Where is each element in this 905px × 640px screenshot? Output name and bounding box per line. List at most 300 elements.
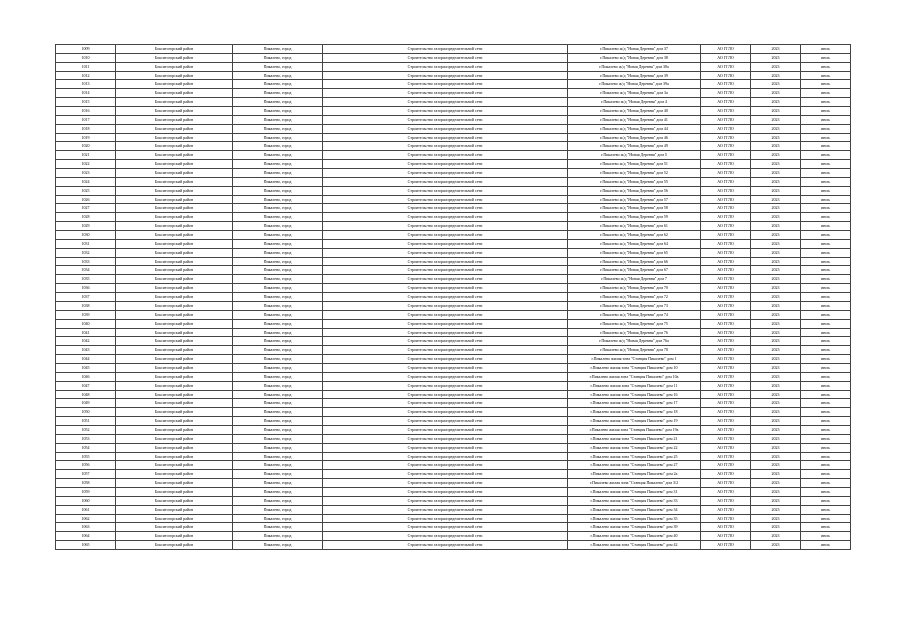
work-type-cell: Строительство газораспределительной сети: [323, 346, 568, 355]
data-table: [55, 44, 851, 550]
settlement-cell: Пикалево, город: [233, 177, 323, 186]
year-cell: 2023: [751, 328, 801, 337]
settlement-cell: Пикалево, город: [233, 425, 323, 434]
address-cell: г.Пикалево ж/д "Новая Деревня" дом 39: [568, 71, 701, 80]
row-number-cell: 1015: [56, 98, 116, 107]
year-cell: 2023: [751, 169, 801, 178]
settlement-cell: Пикалево, город: [233, 115, 323, 124]
work-type-cell: Строительство газораспределительной сети: [323, 399, 568, 408]
district-cell: Бокситогорский район: [116, 461, 233, 470]
row-number-cell: 1040: [56, 319, 116, 328]
year-cell: 2023: [751, 461, 801, 470]
district-cell: Бокситогорский район: [116, 107, 233, 116]
address-cell: г.Пикалево жилая зона "Станция Пикалево" дом 22: [568, 443, 701, 452]
work-type-cell: Строительство газораспределительной сети: [323, 169, 568, 178]
organization-cell: АО ГГЛО: [701, 45, 751, 54]
table-row: [56, 408, 851, 417]
settlement-cell: Пикалево, город: [233, 523, 323, 532]
work-type-cell: Строительство газораспределительной сети: [323, 328, 568, 337]
organization-cell: АО ГГЛО: [701, 98, 751, 107]
row-number-cell: 1025: [56, 186, 116, 195]
month-cell: июль: [801, 532, 851, 541]
organization-cell: АО ГГЛО: [701, 284, 751, 293]
settlement-cell: Пикалево, город: [233, 107, 323, 116]
organization-cell: АО ГГЛО: [701, 213, 751, 222]
work-type-cell: Строительство газораспределительной сети: [323, 470, 568, 479]
year-cell: 2023: [751, 151, 801, 160]
table-row: [56, 310, 851, 319]
district-cell: Бокситогорский район: [116, 310, 233, 319]
row-number-cell: 1030: [56, 231, 116, 240]
table-row: [56, 479, 851, 488]
organization-cell: АО ГГЛО: [701, 328, 751, 337]
work-type-cell: Строительство газораспределительной сети: [323, 452, 568, 461]
address-cell: г.Пикалево ж/д "Новая Деревня" дом 72: [568, 293, 701, 302]
organization-cell: АО ГГЛО: [701, 425, 751, 434]
settlement-cell: Пикалево, город: [233, 496, 323, 505]
row-number-cell: 1019: [56, 133, 116, 142]
year-cell: 2023: [751, 62, 801, 71]
row-number-cell: 1062: [56, 514, 116, 523]
table-row: [56, 239, 851, 248]
work-type-cell: Строительство газораспределительной сети: [323, 248, 568, 257]
table-row: [56, 505, 851, 514]
work-type-cell: Строительство газораспределительной сети: [323, 107, 568, 116]
settlement-cell: Пикалево, город: [233, 213, 323, 222]
address-cell: г.Пикалево жилая зона "Станция Пикалево" дом 39: [568, 523, 701, 532]
month-cell: июль: [801, 115, 851, 124]
month-cell: июль: [801, 62, 851, 71]
table-row: [56, 452, 851, 461]
work-type-cell: Строительство газораспределительной сети: [323, 204, 568, 213]
district-cell: Бокситогорский район: [116, 124, 233, 133]
address-cell: г.Пикалево ж/д "Новая Деревня" дом 65: [568, 248, 701, 257]
row-number-cell: 1023: [56, 169, 116, 178]
month-cell: июль: [801, 53, 851, 62]
year-cell: 2023: [751, 505, 801, 514]
row-number-cell: 1018: [56, 124, 116, 133]
year-cell: 2023: [751, 319, 801, 328]
organization-cell: АО ГГЛО: [701, 222, 751, 231]
year-cell: 2023: [751, 301, 801, 310]
district-cell: Бокситогорский район: [116, 337, 233, 346]
table-row: [56, 328, 851, 337]
address-cell: г.Пикалево жилая зона "Станция Пикалево" дом 10а: [568, 372, 701, 381]
address-cell: г.Пикалево жилая зона "Станция Пикалево" дом 17: [568, 399, 701, 408]
month-cell: июль: [801, 124, 851, 133]
month-cell: июль: [801, 363, 851, 372]
district-cell: Бокситогорский район: [116, 204, 233, 213]
row-number-cell: 1049: [56, 399, 116, 408]
year-cell: 2023: [751, 257, 801, 266]
work-type-cell: Строительство газораспределительной сети: [323, 505, 568, 514]
month-cell: июль: [801, 434, 851, 443]
year-cell: 2023: [751, 107, 801, 116]
row-number-cell: 1044: [56, 355, 116, 364]
settlement-cell: Пикалево, город: [233, 151, 323, 160]
row-number-cell: 1032: [56, 248, 116, 257]
address-cell: г.Пикалево ж/д "Новая Деревня" дом 5: [568, 151, 701, 160]
address-cell: г.Пикалево ж/д "Новая Деревня" дом 3а: [568, 89, 701, 98]
year-cell: 2023: [751, 160, 801, 169]
settlement-cell: Пикалево, город: [233, 408, 323, 417]
address-cell: г.Пикалево жилая зона "Станция Пикалево" дом 33: [568, 496, 701, 505]
table-row: [56, 496, 851, 505]
address-cell: г.Пикалево ж/д "Новая Деревня" дом 78: [568, 346, 701, 355]
table-row: [56, 363, 851, 372]
year-cell: 2023: [751, 275, 801, 284]
organization-cell: АО ГГЛО: [701, 346, 751, 355]
organization-cell: АО ГГЛО: [701, 142, 751, 151]
table-row: [56, 80, 851, 89]
work-type-cell: Строительство газораспределительной сети: [323, 98, 568, 107]
table-row: [56, 213, 851, 222]
address-cell: г.Пикалево жилая зона "Станция Пикалево" дом 1: [568, 355, 701, 364]
month-cell: июль: [801, 71, 851, 80]
month-cell: июль: [801, 80, 851, 89]
year-cell: 2023: [751, 337, 801, 346]
month-cell: июль: [801, 523, 851, 532]
settlement-cell: Пикалево, город: [233, 355, 323, 364]
work-type-cell: Строительство газораспределительной сети: [323, 231, 568, 240]
address-cell: г.Пикалево ж/д "Новая Деревня" дом 59: [568, 213, 701, 222]
settlement-cell: Пикалево, город: [233, 239, 323, 248]
settlement-cell: Пикалево, город: [233, 231, 323, 240]
work-type-cell: Строительство газораспределительной сети: [323, 124, 568, 133]
organization-cell: АО ГГЛО: [701, 541, 751, 550]
district-cell: Бокситогорский район: [116, 89, 233, 98]
organization-cell: АО ГГЛО: [701, 89, 751, 98]
organization-cell: АО ГГЛО: [701, 115, 751, 124]
organization-cell: АО ГГЛО: [701, 496, 751, 505]
year-cell: 2023: [751, 133, 801, 142]
district-cell: Бокситогорский район: [116, 186, 233, 195]
organization-cell: АО ГГЛО: [701, 532, 751, 541]
district-cell: Бокситогорский район: [116, 213, 233, 222]
organization-cell: АО ГГЛО: [701, 204, 751, 213]
organization-cell: АО ГГЛО: [701, 248, 751, 257]
year-cell: 2023: [751, 124, 801, 133]
settlement-cell: Пикалево, город: [233, 443, 323, 452]
year-cell: 2023: [751, 532, 801, 541]
month-cell: июль: [801, 487, 851, 496]
district-cell: Бокситогорский район: [116, 355, 233, 364]
address-cell: г.Пикалево жилая зона "Станция Пикалево" дом 25: [568, 452, 701, 461]
year-cell: 2023: [751, 222, 801, 231]
table-row: [56, 257, 851, 266]
organization-cell: АО ГГЛО: [701, 487, 751, 496]
work-type-cell: Строительство газораспределительной сети: [323, 443, 568, 452]
district-cell: Бокситогорский район: [116, 195, 233, 204]
district-cell: Бокситогорский район: [116, 275, 233, 284]
address-cell: г.Пикалево жилая зона "Станция Пикалево" дом 2а: [568, 470, 701, 479]
row-number-cell: 1059: [56, 487, 116, 496]
work-type-cell: Строительство газораспределительной сети: [323, 266, 568, 275]
table-row: [56, 160, 851, 169]
address-cell: г.Пикалево жилая зона "Станция Пикалево" дом 10: [568, 363, 701, 372]
table-row: [56, 346, 851, 355]
district-cell: Бокситогорский район: [116, 115, 233, 124]
district-cell: Бокситогорский район: [116, 487, 233, 496]
work-type-cell: Строительство газораспределительной сети: [323, 496, 568, 505]
year-cell: 2023: [751, 425, 801, 434]
district-cell: Бокситогорский район: [116, 479, 233, 488]
district-cell: Бокситогорский район: [116, 71, 233, 80]
address-cell: г.Пикалево жилая зона "Станция Пикалево" дом 3/2: [568, 479, 701, 488]
settlement-cell: Пикалево, город: [233, 461, 323, 470]
settlement-cell: Пикалево, город: [233, 310, 323, 319]
address-cell: г.Пикалево жилая зона "Станция Пикалево" дом 40: [568, 532, 701, 541]
year-cell: 2023: [751, 71, 801, 80]
work-type-cell: Строительство газораспределительной сети: [323, 417, 568, 426]
district-cell: Бокситогорский район: [116, 399, 233, 408]
address-cell: г.Пикалево ж/д "Новая Деревня" дом 66: [568, 257, 701, 266]
address-cell: г.Пикалево ж/д "Новая Деревня" дом 52: [568, 169, 701, 178]
district-cell: Бокситогорский район: [116, 177, 233, 186]
address-cell: г.Пикалево ж/д "Новая Деревня" дом 41: [568, 115, 701, 124]
month-cell: июль: [801, 319, 851, 328]
table-row: [56, 390, 851, 399]
month-cell: июль: [801, 408, 851, 417]
row-number-cell: 1054: [56, 443, 116, 452]
settlement-cell: Пикалево, город: [233, 222, 323, 231]
address-cell: г.Пикалево ж/д "Новая Деревня" дом 62: [568, 231, 701, 240]
table-row: [56, 169, 851, 178]
table-row: [56, 98, 851, 107]
table-row: [56, 319, 851, 328]
work-type-cell: Строительство газораспределительной сети: [323, 461, 568, 470]
row-number-cell: 1041: [56, 328, 116, 337]
district-cell: Бокситогорский район: [116, 434, 233, 443]
address-cell: г.Пикалево ж/д "Новая Деревня" дом 56: [568, 186, 701, 195]
work-type-cell: Строительство газораспределительной сети: [323, 479, 568, 488]
table-row: [56, 443, 851, 452]
month-cell: июль: [801, 470, 851, 479]
row-number-cell: 1029: [56, 222, 116, 231]
settlement-cell: Пикалево, город: [233, 195, 323, 204]
organization-cell: АО ГГЛО: [701, 372, 751, 381]
work-type-cell: Строительство газораспределительной сети: [323, 293, 568, 302]
year-cell: 2023: [751, 408, 801, 417]
row-number-cell: 1028: [56, 213, 116, 222]
district-cell: Бокситогорский район: [116, 151, 233, 160]
row-number-cell: 1022: [56, 160, 116, 169]
month-cell: июль: [801, 151, 851, 160]
address-cell: г.Пикалево жилая зона "Станция Пикалево" дом 19а: [568, 425, 701, 434]
organization-cell: АО ГГЛО: [701, 337, 751, 346]
table-row: [56, 151, 851, 160]
table-row: [56, 133, 851, 142]
organization-cell: АО ГГЛО: [701, 53, 751, 62]
settlement-cell: Пикалево, город: [233, 390, 323, 399]
work-type-cell: Строительство газораспределительной сети: [323, 301, 568, 310]
month-cell: июль: [801, 346, 851, 355]
table-row: [56, 222, 851, 231]
address-cell: г.Пикалево жилая зона "Станция Пикалево" дом 11: [568, 381, 701, 390]
settlement-cell: Пикалево, город: [233, 372, 323, 381]
work-type-cell: Строительство газораспределительной сети: [323, 222, 568, 231]
row-number-cell: 1057: [56, 470, 116, 479]
organization-cell: АО ГГЛО: [701, 160, 751, 169]
table-row: [56, 381, 851, 390]
settlement-cell: Пикалево, город: [233, 399, 323, 408]
work-type-cell: Строительство газораспределительной сети: [323, 434, 568, 443]
settlement-cell: Пикалево, город: [233, 45, 323, 54]
settlement-cell: Пикалево, город: [233, 337, 323, 346]
row-number-cell: 1014: [56, 89, 116, 98]
address-cell: г.Пикалево жилая зона "Станция Пикалево" дом 42: [568, 541, 701, 550]
month-cell: июль: [801, 417, 851, 426]
month-cell: июль: [801, 337, 851, 346]
month-cell: июль: [801, 541, 851, 550]
address-cell: г.Пикалево ж/д "Новая Деревня" дом 38: [568, 53, 701, 62]
settlement-cell: Пикалево, город: [233, 124, 323, 133]
settlement-cell: Пикалево, город: [233, 452, 323, 461]
organization-cell: АО ГГЛО: [701, 505, 751, 514]
work-type-cell: Строительство газораспределительной сети: [323, 532, 568, 541]
table-row: [56, 71, 851, 80]
year-cell: 2023: [751, 53, 801, 62]
month-cell: июль: [801, 89, 851, 98]
settlement-cell: Пикалево, город: [233, 204, 323, 213]
month-cell: июль: [801, 133, 851, 142]
month-cell: июль: [801, 452, 851, 461]
month-cell: июль: [801, 399, 851, 408]
settlement-cell: Пикалево, город: [233, 505, 323, 514]
settlement-cell: Пикалево, город: [233, 248, 323, 257]
address-cell: г.Пикалево жилая зона "Станция Пикалево" дом 31: [568, 487, 701, 496]
row-number-cell: 1036: [56, 284, 116, 293]
organization-cell: АО ГГЛО: [701, 301, 751, 310]
district-cell: Бокситогорский район: [116, 98, 233, 107]
address-cell: г.Пикалево ж/д "Новая Деревня" дом 4: [568, 98, 701, 107]
row-number-cell: 1043: [56, 346, 116, 355]
organization-cell: АО ГГЛО: [701, 177, 751, 186]
work-type-cell: Строительство газораспределительной сети: [323, 213, 568, 222]
year-cell: 2023: [751, 204, 801, 213]
row-number-cell: 1033: [56, 257, 116, 266]
address-cell: г.Пикалево жилая зона "Станция Пикалево" дом 27: [568, 461, 701, 470]
row-number-cell: 1035: [56, 275, 116, 284]
month-cell: июль: [801, 231, 851, 240]
row-number-cell: 1051: [56, 417, 116, 426]
address-cell: г.Пикалево ж/д "Новая Деревня" дом 76а: [568, 337, 701, 346]
district-cell: Бокситогорский район: [116, 443, 233, 452]
month-cell: июль: [801, 204, 851, 213]
organization-cell: АО ГГЛО: [701, 381, 751, 390]
work-type-cell: Строительство газораспределительной сети: [323, 89, 568, 98]
month-cell: июль: [801, 479, 851, 488]
month-cell: июль: [801, 301, 851, 310]
row-number-cell: 1016: [56, 107, 116, 116]
work-type-cell: Строительство газораспределительной сети: [323, 160, 568, 169]
month-cell: июль: [801, 328, 851, 337]
district-cell: Бокситогорский район: [116, 257, 233, 266]
address-cell: г.Пикалево жилая зона "Станция Пикалево" дом 18: [568, 408, 701, 417]
table-row: [56, 204, 851, 213]
row-number-cell: 1053: [56, 434, 116, 443]
row-number-cell: 1046: [56, 372, 116, 381]
work-type-cell: Строительство газораспределительной сети: [323, 177, 568, 186]
table-row: [56, 514, 851, 523]
year-cell: 2023: [751, 186, 801, 195]
month-cell: июль: [801, 390, 851, 399]
district-cell: Бокситогорский район: [116, 408, 233, 417]
year-cell: 2023: [751, 523, 801, 532]
organization-cell: АО ГГЛО: [701, 408, 751, 417]
organization-cell: АО ГГЛО: [701, 310, 751, 319]
table-row: [56, 425, 851, 434]
table-row: [56, 45, 851, 54]
table-row: [56, 284, 851, 293]
row-number-cell: 1027: [56, 204, 116, 213]
organization-cell: АО ГГЛО: [701, 523, 751, 532]
organization-cell: АО ГГЛО: [701, 461, 751, 470]
address-cell: г.Пикалево ж/д "Новая Деревня" дом 76: [568, 328, 701, 337]
row-number-cell: 1060: [56, 496, 116, 505]
district-cell: Бокситогорский район: [116, 381, 233, 390]
table-row: [56, 399, 851, 408]
organization-cell: АО ГГЛО: [701, 231, 751, 240]
year-cell: 2023: [751, 213, 801, 222]
month-cell: июль: [801, 293, 851, 302]
year-cell: 2023: [751, 310, 801, 319]
settlement-cell: Пикалево, город: [233, 541, 323, 550]
work-type-cell: Строительство газораспределительной сети: [323, 257, 568, 266]
year-cell: 2023: [751, 195, 801, 204]
year-cell: 2023: [751, 248, 801, 257]
work-type-cell: Строительство газораспределительной сети: [323, 142, 568, 151]
month-cell: июль: [801, 257, 851, 266]
year-cell: 2023: [751, 417, 801, 426]
organization-cell: АО ГГЛО: [701, 319, 751, 328]
district-cell: Бокситогорский район: [116, 284, 233, 293]
settlement-cell: Пикалево, город: [233, 169, 323, 178]
year-cell: 2023: [751, 346, 801, 355]
settlement-cell: Пикалево, город: [233, 133, 323, 142]
year-cell: 2023: [751, 443, 801, 452]
settlement-cell: Пикалево, город: [233, 532, 323, 541]
row-number-cell: 1063: [56, 523, 116, 532]
organization-cell: АО ГГЛО: [701, 417, 751, 426]
table-row: [56, 248, 851, 257]
year-cell: 2023: [751, 45, 801, 54]
year-cell: 2023: [751, 142, 801, 151]
address-cell: г.Пикалево ж/д "Новая Деревня" дом 44: [568, 124, 701, 133]
district-cell: Бокситогорский район: [116, 363, 233, 372]
address-cell: г.Пикалево ж/д "Новая Деревня" дом 73: [568, 301, 701, 310]
settlement-cell: Пикалево, город: [233, 53, 323, 62]
row-number-cell: 1058: [56, 479, 116, 488]
organization-cell: АО ГГЛО: [701, 71, 751, 80]
table-row: [56, 115, 851, 124]
organization-cell: АО ГГЛО: [701, 434, 751, 443]
address-cell: г.Пикалево жилая зона "Станция Пикалево" дом 35: [568, 514, 701, 523]
work-type-cell: Строительство газораспределительной сети: [323, 390, 568, 399]
year-cell: 2023: [751, 80, 801, 89]
year-cell: 2023: [751, 514, 801, 523]
table-row: [56, 266, 851, 275]
organization-cell: АО ГГЛО: [701, 186, 751, 195]
month-cell: июль: [801, 239, 851, 248]
year-cell: 2023: [751, 266, 801, 275]
organization-cell: АО ГГЛО: [701, 169, 751, 178]
district-cell: Бокситогорский район: [116, 222, 233, 231]
year-cell: 2023: [751, 541, 801, 550]
work-type-cell: Строительство газораспределительной сети: [323, 71, 568, 80]
month-cell: июль: [801, 169, 851, 178]
address-cell: г.Пикалево жилая зона "Станция Пикалево" дом 34: [568, 505, 701, 514]
